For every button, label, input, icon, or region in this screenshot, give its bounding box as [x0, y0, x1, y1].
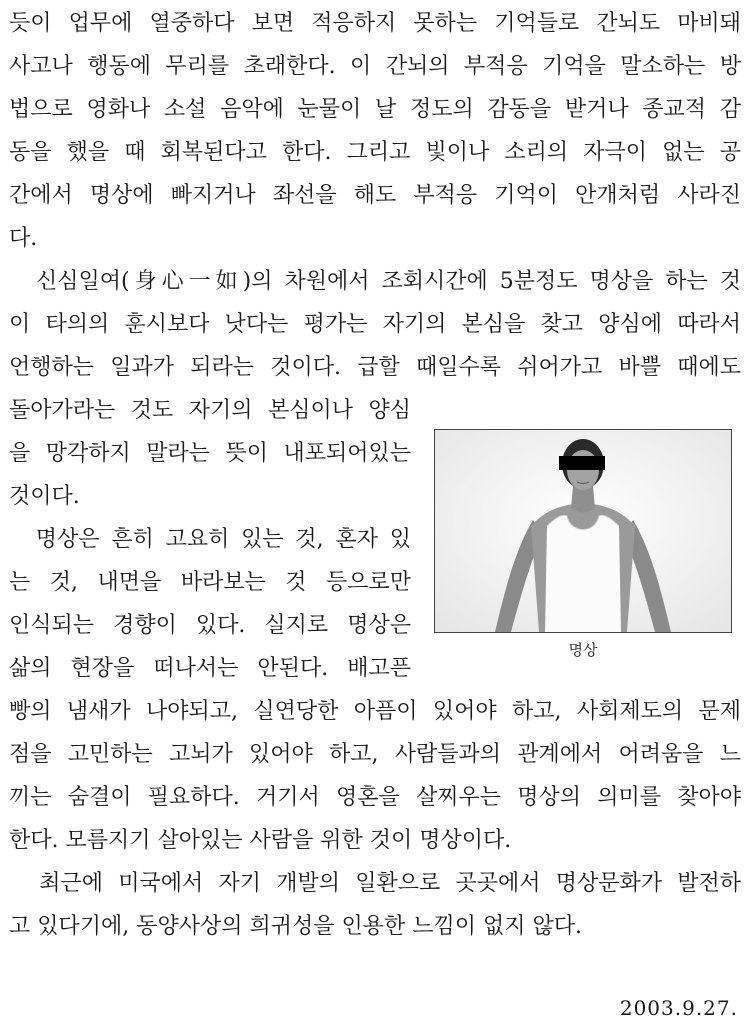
text-line: 다.: [9, 226, 38, 251]
text-line: 돌아가라는 것도 자기의 본심이나 양심: [9, 398, 411, 423]
text-line: 고 있다기에, 동양사상의 희귀성을 인용한 느낌이 없지 않다.: [9, 914, 582, 939]
text-line: 사고나 행동에 무리를 초래한다. 이 간뇌의 부적응 기억을 말소하는 방: [9, 54, 741, 79]
text-line: 빵의 냄새가 나야되고, 실연당한 아픔이 있어야 하고, 사회제도의 문제: [9, 699, 741, 724]
text-line: 명상은 흔히 고요히 있는 것, 혼자 있: [9, 527, 411, 552]
text-line: 이 타의의 훈시보다 낫다는 평가는 자기의 본심을 찾고 양심에 따라서: [9, 312, 741, 337]
text-line: 것이다.: [9, 484, 80, 509]
text-line: 삶의 현장을 떠나서는 안된다. 배고픈: [9, 656, 411, 681]
text-line: 점을 고민하는 고뇌가 있어야 하고, 사람들과의 관계에서 어려움을 느: [9, 742, 741, 767]
text-line: 법으로 영화나 소설 음악에 눈물이 날 정도의 감동을 받거나 종교적 감: [9, 97, 741, 122]
text-line: 인식되는 경향이 있다. 실지로 명상은: [9, 613, 411, 638]
text-line: 을 망각하지 말라는 뜻이 내포되어있는: [9, 441, 411, 466]
person-illustration: [435, 430, 731, 632]
text-line: 동을 했을 때 회복된다고 한다. 그리고 빛이나 소리의 자극이 없는 공: [9, 140, 741, 165]
text-line: 간에서 명상에 빠지거나 좌선을 해도 부적응 기억이 안개처럼 사라진: [9, 183, 741, 208]
text-line: 신심일여(身心一如)의 차원에서 조회시간에 5분정도 명상을 하는 것: [9, 269, 741, 294]
date-stamp: 2003.9.27.: [619, 996, 738, 1020]
text-line: 듯이 업무에 열중하다 보면 적응하지 못하는 기억들로 간뇌도 마비돼: [9, 11, 741, 36]
text-line: 끼는 숨결이 필요하다. 거기서 영혼을 살찌우는 명상의 의미를 찾아야: [9, 785, 741, 810]
text-line: 최근에 미국에서 자기 개발의 일환으로 곳곳에서 명상문화가 발전하: [9, 871, 741, 896]
text-line: 언행하는 일과가 되라는 것이다. 급할 때일수록 쉬어가고 바쁠 때에도: [9, 355, 741, 380]
photo-caption: 명상: [568, 641, 598, 659]
text-line: 는 것, 내면을 바라보는 것 등으로만: [9, 570, 411, 595]
text-line: 한다. 모름지기 살아있는 사람을 위한 것이 명상이다.: [9, 828, 512, 853]
meditation-photo: [434, 429, 732, 633]
